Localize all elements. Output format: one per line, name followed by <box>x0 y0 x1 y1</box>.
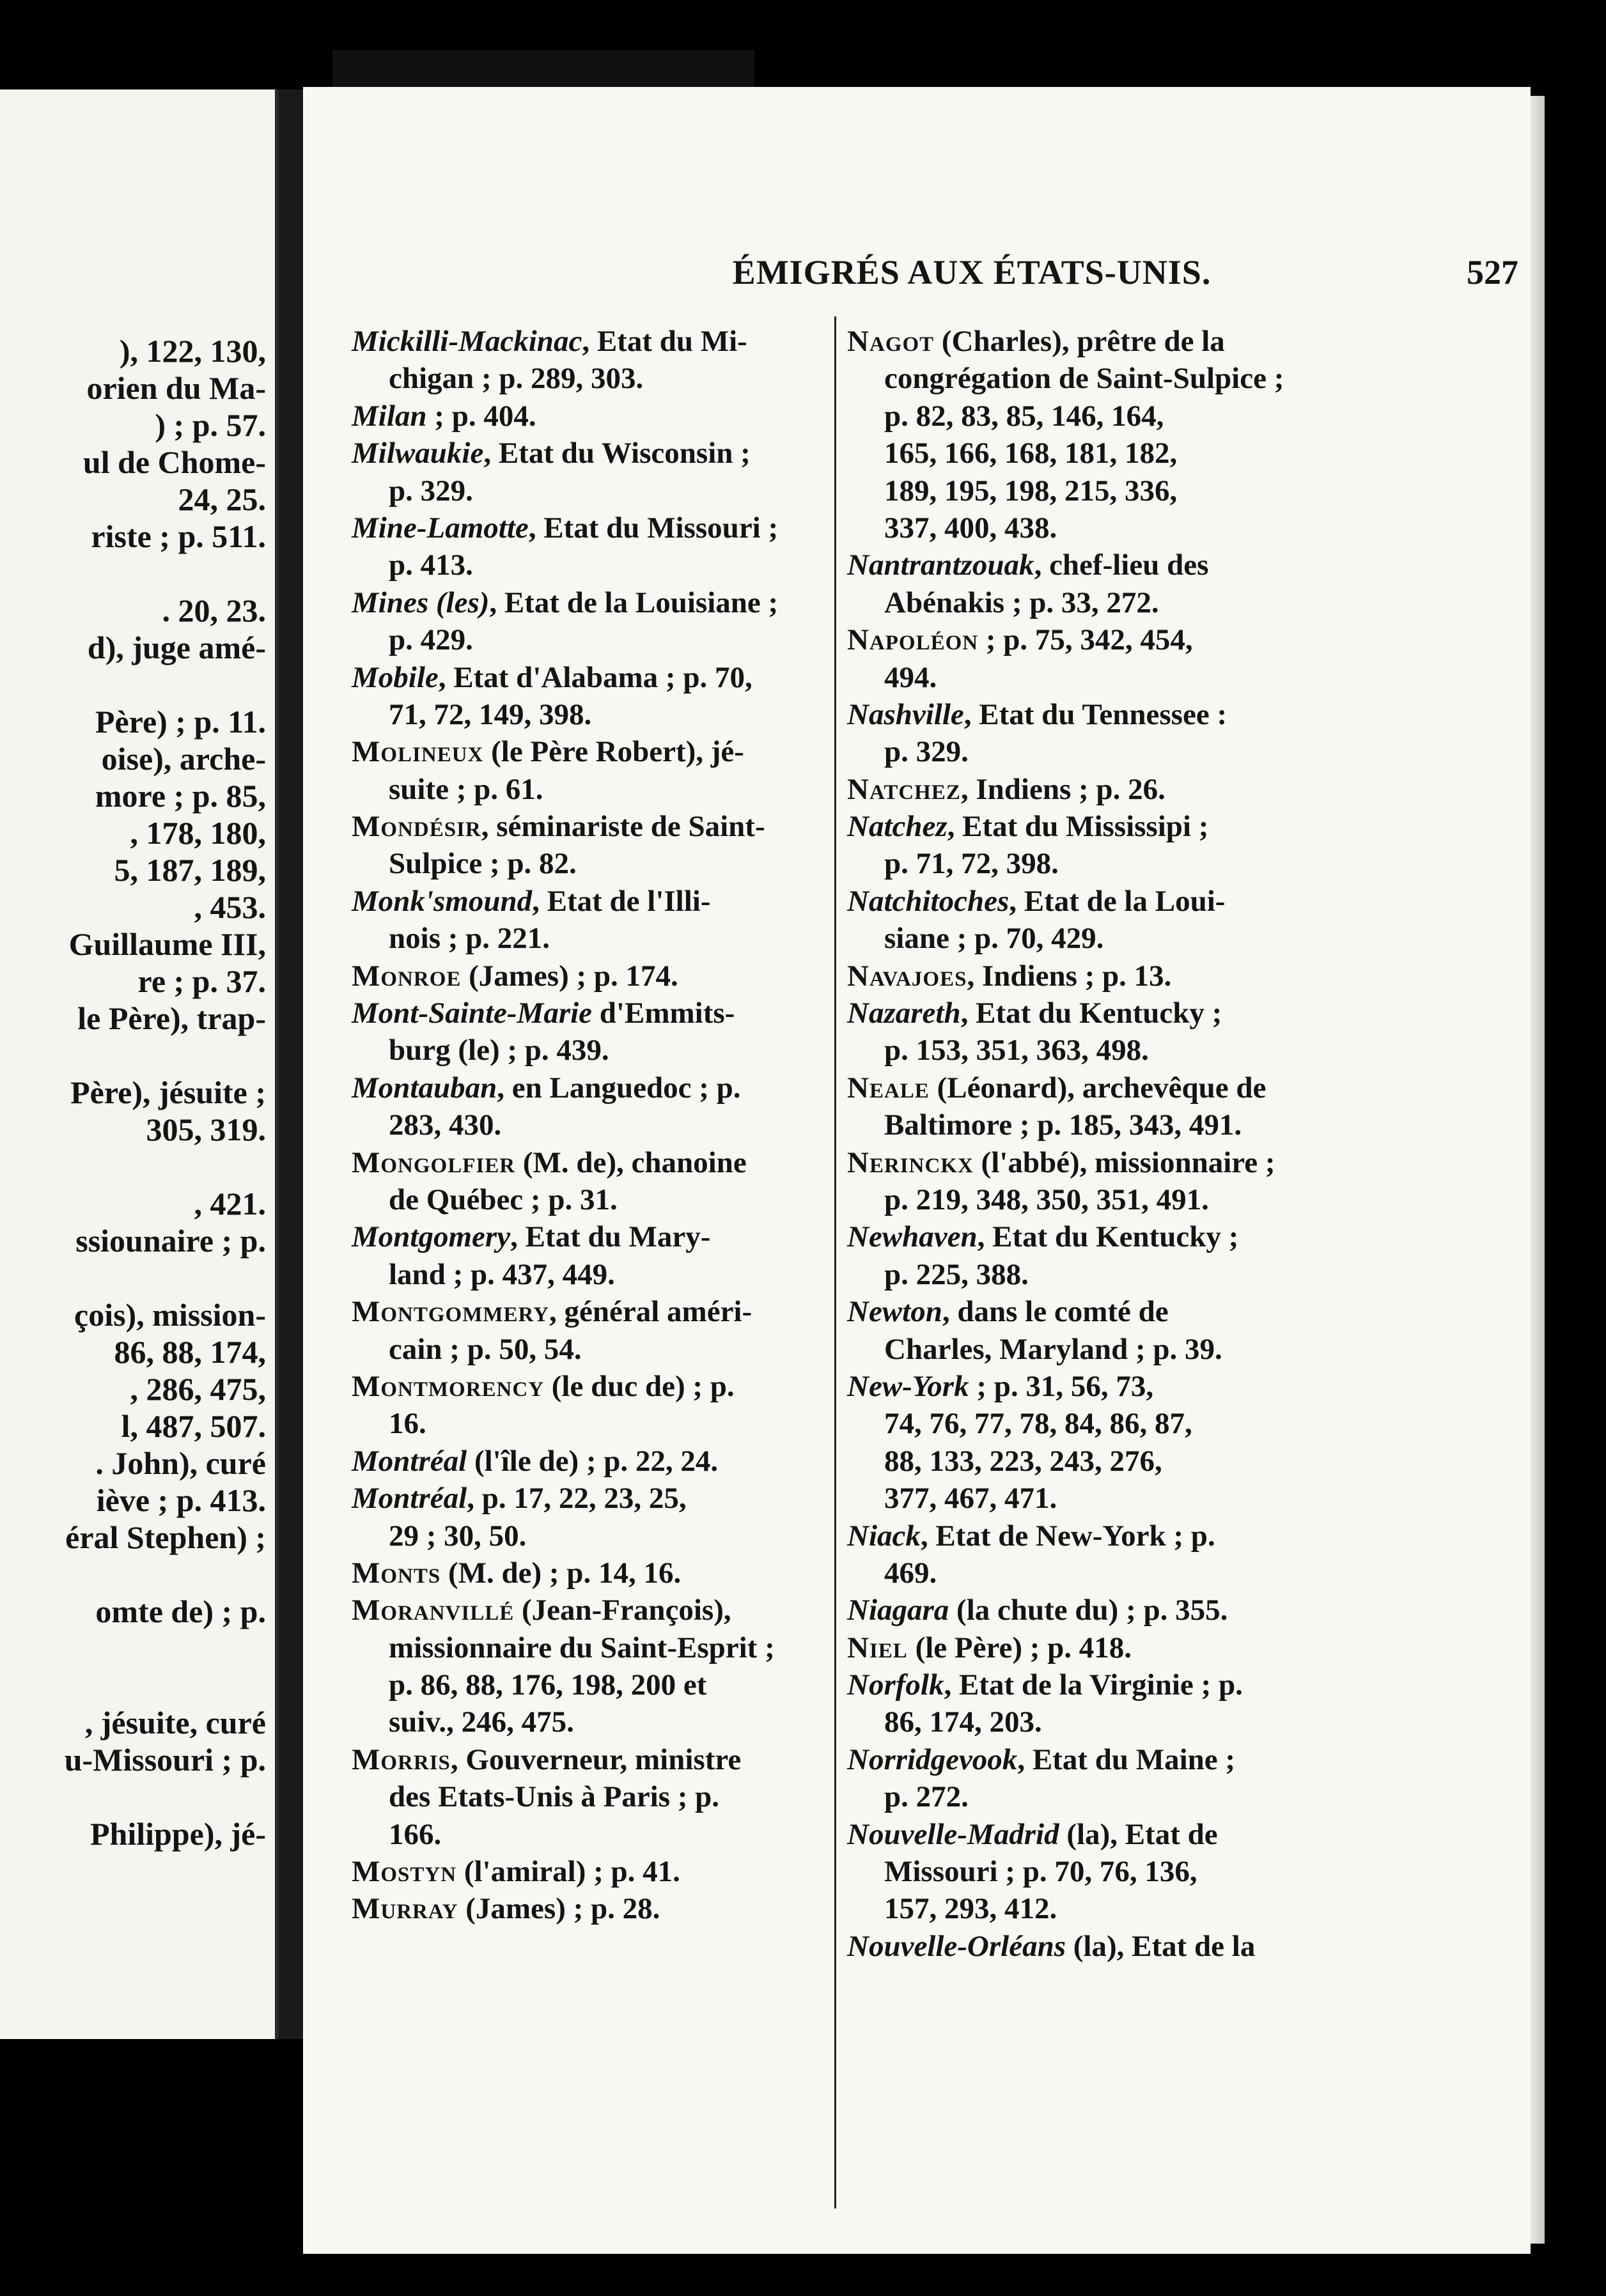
left-page-line: 5, 187, 189, <box>114 852 266 888</box>
index-headword: Niagara <box>847 1594 949 1627</box>
index-headword: Nouvelle-Madrid <box>847 1817 1059 1851</box>
index-entry-line: 189, 195, 198, 215, 336, <box>884 474 1178 508</box>
index-entry-line: des Etats-Unis à Paris ; p. <box>389 1780 720 1814</box>
index-headword: Montréal <box>352 1444 467 1478</box>
index-headword: Milwaukie <box>352 437 484 470</box>
page-edge <box>1531 96 1545 2244</box>
index-entry <box>847 1517 1323 1592</box>
index-entry-line <box>352 398 825 435</box>
index-entry-rest: (la), Etat de <box>1059 1817 1218 1851</box>
left-page-line: éral Stephen) ; <box>65 1519 266 1555</box>
index-entry-line <box>352 659 825 696</box>
left-page <box>0 89 279 2039</box>
left-page-line <box>0 1556 275 1593</box>
index-entry-line: 88, 133, 223, 243, 276, <box>884 1444 1162 1478</box>
index-entry-line: p. 429. <box>389 623 473 657</box>
index-entry-line: 29 ; 30, 50. <box>389 1519 527 1553</box>
index-entry <box>352 323 825 398</box>
index-headword: Montmorency <box>352 1369 545 1403</box>
left-page-line: ssiounaire ; p. <box>75 1223 266 1259</box>
left-page-line <box>0 1037 275 1074</box>
left-page-line <box>0 1667 275 1704</box>
left-page-line: Guillaume III, <box>68 926 266 962</box>
index-entry-line: siane ; p. 70, 429. <box>884 922 1104 956</box>
index-headword: Moranvillé <box>352 1594 515 1627</box>
index-entry-line <box>352 1368 825 1405</box>
index-entry-line <box>352 509 825 547</box>
index-entry <box>352 1144 825 1219</box>
left-page-line: Père) ; p. 11. <box>95 704 266 740</box>
top-dark-strip <box>332 50 754 88</box>
index-entry <box>847 1368 1323 1517</box>
index-entry <box>847 1629 1323 1666</box>
index-headword: Mickilli-Mackinac <box>352 325 582 358</box>
index-entry-line: p. 329. <box>389 474 473 508</box>
index-headword: Mine-Lamotte <box>352 511 529 545</box>
index-entry <box>352 733 825 808</box>
index-entry-rest: (M. de) ; p. 14, 16. <box>440 1556 682 1590</box>
index-entry-line: land ; p. 437, 449. <box>389 1257 615 1291</box>
index-entry-line <box>847 1928 1323 1965</box>
book-gutter <box>279 89 303 2039</box>
index-entry <box>352 1555 825 1592</box>
index-entry-line: nois ; p. 221. <box>389 922 550 956</box>
left-page-text <box>0 332 275 1852</box>
index-headword: Norfolk <box>847 1668 944 1702</box>
index-entry-line <box>352 883 825 920</box>
index-entry-rest: , Etat du Wisconsin ; <box>483 437 751 470</box>
index-headword: Mostyn <box>352 1855 457 1889</box>
index-headword: Nouvelle-Orléans <box>847 1929 1066 1963</box>
left-page-line <box>0 1778 275 1815</box>
index-entry-rest: , général améri- <box>549 1295 752 1329</box>
index-entry-line <box>352 1853 825 1890</box>
index-entry-line: chigan ; p. 289, 303. <box>389 362 644 396</box>
index-entry-line <box>352 1218 825 1255</box>
index-entry-line: burg (le) ; p. 439. <box>389 1034 609 1067</box>
index-entry-line: 377, 467, 471. <box>884 1482 1057 1516</box>
index-headword: Mines (les) <box>352 586 490 619</box>
index-entry-line: 165, 166, 168, 181, 182, <box>884 437 1178 470</box>
index-headword: Montréal <box>352 1482 467 1516</box>
left-page-line: more ; p. 85, <box>95 778 266 814</box>
index-entry-line <box>352 733 825 770</box>
index-entry <box>352 1368 825 1443</box>
index-headword: Natchez <box>847 810 947 844</box>
left-page-line: d), juge amé- <box>87 630 266 665</box>
column-divider <box>834 316 836 2208</box>
index-entry-line: 283, 430. <box>389 1108 502 1142</box>
left-page-line: , 453. <box>194 889 266 925</box>
index-entry-rest: , Etat du Mississipi ; <box>947 810 1209 844</box>
index-entry-line: p. 272. <box>884 1780 969 1814</box>
index-entry-line: p. 86, 88, 176, 198, 200 et <box>389 1668 707 1702</box>
index-entry-line: 494. <box>884 660 937 694</box>
index-entry <box>847 1928 1323 1965</box>
left-page-line: ul de Chome- <box>82 444 266 480</box>
index-entry-rest: , p. 17, 22, 23, 25, <box>467 1482 687 1516</box>
left-page-line: , 421. <box>194 1186 266 1222</box>
left-page-line <box>0 1259 275 1296</box>
index-entry-line: congrégation de Saint-Sulpice ; <box>884 362 1284 396</box>
index-entry <box>352 1218 825 1293</box>
index-headword: Napoléon <box>847 623 979 657</box>
index-entry <box>352 1293 825 1368</box>
index-entry-line: p. 329. <box>884 735 969 769</box>
running-head: ÉMIGRÉS AUX ÉTATS-UNIS. <box>732 253 1212 291</box>
index-entry-rest: , Etat du Kentucky ; <box>960 997 1222 1030</box>
index-entry-line: p. 219, 348, 350, 351, 491. <box>884 1183 1209 1216</box>
index-headword: Monroe <box>352 959 462 993</box>
index-entry-rest: , chef-lieu des <box>1034 548 1209 582</box>
index-entry-line <box>352 1741 825 1778</box>
left-page-line: 86, 88, 174, <box>114 1334 266 1370</box>
index-entry <box>847 1592 1323 1629</box>
index-headword: Montgommery <box>352 1295 550 1329</box>
index-entry <box>847 1144 1323 1219</box>
index-entry <box>847 1816 1323 1928</box>
index-entry-line: Baltimore ; p. 185, 343, 491. <box>884 1108 1242 1142</box>
index-entry-line: p. 225, 388. <box>884 1257 1029 1291</box>
index-entry-line <box>352 584 825 621</box>
index-entry <box>847 621 1323 696</box>
left-page-line: . 20, 23. <box>162 593 266 628</box>
index-headword: Nantrantzouak <box>847 548 1034 582</box>
index-entry-line: 469. <box>884 1556 937 1590</box>
index-entry-rest: (le Père) ; p. 418. <box>907 1631 1132 1664</box>
index-entry-line <box>352 1480 825 1517</box>
index-entry-rest: , Etat de la Louisiane ; <box>489 586 779 619</box>
index-entry <box>847 1741 1323 1816</box>
index-headword: Montgomery <box>352 1220 511 1254</box>
index-entry-rest: , en Languedoc ; p. <box>497 1071 741 1105</box>
left-page-line: u-Missouri ; p. <box>64 1742 266 1778</box>
index-entry-line: 157, 293, 412. <box>884 1892 1057 1926</box>
index-entry-rest: (James) ; p. 174. <box>461 959 678 993</box>
left-page-line: le Père), trap- <box>77 1000 266 1036</box>
index-entry-line: de Québec ; p. 31. <box>389 1183 618 1216</box>
index-headword: Navajoes <box>847 959 967 993</box>
index-entry-line <box>847 696 1323 733</box>
index-entry <box>847 547 1323 621</box>
index-entry-rest: , Etat du Kentucky ; <box>977 1220 1239 1254</box>
index-entry <box>352 1853 825 1890</box>
index-entry-line <box>847 1517 1323 1555</box>
left-page-line: iève ; p. 413. <box>96 1482 266 1518</box>
index-entry-rest: , Etat de New-York ; p. <box>920 1519 1215 1553</box>
index-entry-rest: , Etat du Missouri ; <box>528 511 779 545</box>
index-headword: Natchez <box>847 772 961 806</box>
index-entry-rest: (l'amiral) ; p. 41. <box>456 1855 680 1889</box>
index-entry-line <box>352 323 825 360</box>
index-entry <box>847 1293 1323 1368</box>
index-headword: Montauban <box>352 1071 497 1105</box>
index-entry-line <box>352 1592 825 1629</box>
index-entry <box>847 1069 1323 1144</box>
index-headword: Nagot <box>847 325 935 358</box>
index-headword: Natchitoches <box>847 884 1010 918</box>
index-entry-rest: , dans le comté de <box>942 1295 1169 1329</box>
index-entry-rest: , Indiens ; p. 13. <box>967 959 1172 993</box>
index-entry-line <box>847 1741 1323 1778</box>
index-entry-line: 166. <box>389 1817 442 1851</box>
index-entry-line <box>847 808 1323 845</box>
index-headword: Nerinckx <box>847 1145 974 1179</box>
left-page-line <box>0 555 275 592</box>
index-entry <box>352 1741 825 1853</box>
index-entry <box>847 323 1323 547</box>
index-entry-rest: ; p. 404. <box>426 399 536 433</box>
left-page-line: orien du Ma- <box>86 370 266 406</box>
index-headword: Nashville <box>847 697 964 731</box>
index-entry-line <box>352 435 825 472</box>
left-page-line: 24, 25. <box>178 481 266 517</box>
index-entry <box>352 958 825 995</box>
index-entry-line: suite ; p. 61. <box>389 772 543 806</box>
index-entry <box>352 1480 825 1555</box>
index-entry <box>352 1443 825 1480</box>
left-page-line: , jésuite, curé <box>84 1705 266 1741</box>
index-entry-rest: , Etat de la Virginie ; p. <box>944 1668 1243 1702</box>
index-entry-rest: (Léonard), archevêque de <box>929 1071 1267 1105</box>
index-headword: Monk'smound <box>352 884 533 918</box>
index-headword: Monts <box>352 1556 441 1590</box>
index-entry <box>847 1666 1323 1741</box>
left-page-line: riste ; p. 511. <box>91 518 266 554</box>
left-page-line: Père), jésuite ; <box>70 1074 266 1110</box>
left-page-line: oise), arche- <box>101 741 266 777</box>
index-entry-rest: (l'abbé), missionnaire ; <box>973 1145 1275 1179</box>
index-entry-line <box>352 1890 825 1927</box>
index-entry-line: p. 71, 72, 398. <box>884 847 1059 881</box>
index-entry <box>352 883 825 958</box>
index-entry-line: 71, 72, 149, 398. <box>389 697 592 731</box>
index-headword: Milan <box>352 399 427 433</box>
left-page-line: Philippe), jé- <box>90 1816 266 1852</box>
index-entry-line <box>847 1592 1323 1629</box>
index-entry-line <box>847 995 1323 1032</box>
index-entry-line <box>847 1218 1323 1255</box>
index-entry-line <box>847 1666 1323 1703</box>
index-entry <box>847 771 1323 808</box>
index-entry-line <box>847 883 1323 920</box>
index-headword: Neale <box>847 1071 930 1105</box>
index-entry-rest: d'Emmits- <box>592 997 735 1030</box>
index-entry-rest: (le duc de) ; p. <box>544 1369 735 1403</box>
index-entry-line: cain ; p. 50, 54. <box>389 1332 582 1366</box>
index-entry-line <box>352 808 825 845</box>
index-entry-line: 337, 400, 438. <box>884 511 1057 545</box>
index-entry <box>352 1592 825 1741</box>
index-entry-rest: , Etat de la Loui- <box>1009 884 1226 918</box>
index-entry-line: 86, 174, 203. <box>884 1705 1042 1739</box>
index-entry-rest: , Etat du Tennessee : <box>963 697 1228 731</box>
index-headword: Niel <box>847 1631 908 1664</box>
index-entry <box>352 659 825 734</box>
index-entry-line <box>352 1555 825 1592</box>
index-headword: New-York <box>847 1369 969 1403</box>
index-entry-line: Charles, Maryland ; p. 39. <box>884 1332 1222 1366</box>
index-headword: Newton <box>847 1295 942 1329</box>
index-entry-line: p. 153, 351, 363, 498. <box>884 1034 1149 1067</box>
index-entry-line <box>847 547 1323 584</box>
left-page-line: çois), mission- <box>74 1297 266 1333</box>
index-column-right <box>847 323 1323 1965</box>
index-entry-line <box>352 1144 825 1181</box>
index-entry-line <box>352 1443 825 1480</box>
index-entry-rest: ; p. 75, 342, 454, <box>978 623 1193 657</box>
index-entry-line: Missouri ; p. 70, 76, 136, <box>884 1855 1197 1889</box>
index-entry-rest: (Jean-François), <box>514 1594 731 1627</box>
index-entry-rest: , Etat d'Alabama ; p. 70, <box>438 660 752 694</box>
index-entry-line <box>847 1816 1323 1853</box>
index-entry-line <box>847 958 1323 995</box>
index-entry-line: Sulpice ; p. 82. <box>389 847 577 881</box>
index-entry <box>352 808 825 883</box>
index-entry <box>847 808 1323 883</box>
index-entry <box>847 995 1323 1069</box>
index-entry-rest: , Etat du Mary- <box>510 1220 711 1254</box>
left-page-line: 305, 319. <box>146 1112 266 1147</box>
index-headword: Niack <box>847 1519 921 1553</box>
left-page-line: omte de) ; p. <box>95 1594 266 1629</box>
index-entry <box>352 435 825 509</box>
index-entry <box>352 995 825 1069</box>
index-headword: Mobile <box>352 660 439 694</box>
index-entry-rest: (M. de), chanoine <box>515 1145 747 1179</box>
index-entry <box>352 509 825 584</box>
index-headword: Norridgevook <box>847 1742 1018 1776</box>
index-entry <box>847 958 1323 995</box>
left-page-line: ), 122, 130, <box>119 333 266 369</box>
index-entry-rest: (l'île de) ; p. 22, 24. <box>467 1444 719 1478</box>
index-entry <box>352 1890 825 1927</box>
left-page-line: re ; p. 37. <box>137 963 266 999</box>
index-headword: Molineux <box>352 735 484 769</box>
left-page-line: , 286, 475, <box>130 1371 266 1407</box>
index-entry-line: Abénakis ; p. 33, 272. <box>884 586 1159 619</box>
index-entry-rest: (la), Etat de la <box>1066 1929 1256 1963</box>
index-entry-line <box>352 1293 825 1330</box>
index-entry <box>847 1218 1323 1293</box>
index-entry-line: 74, 76, 77, 78, 84, 86, 87, <box>884 1407 1192 1441</box>
index-entry-line <box>847 771 1323 808</box>
index-entry-line: 16. <box>389 1407 426 1441</box>
index-headword: Nazareth <box>847 997 961 1030</box>
index-entry-line: missionnaire du Saint-Esprit ; <box>389 1631 775 1664</box>
index-entry-line: suiv., 246, 475. <box>389 1705 574 1739</box>
index-entry-line <box>847 1144 1323 1181</box>
index-entry-line: p. 413. <box>389 548 473 582</box>
index-entry-rest: (James) ; p. 28. <box>458 1892 660 1926</box>
left-page-line: l, 487, 507. <box>121 1408 266 1444</box>
index-entry-rest: (Charles), prêtre de la <box>934 325 1225 358</box>
index-entry-rest: (le Père Robert), jé- <box>483 735 744 769</box>
index-entry-rest: (la chute du) ; p. 355. <box>949 1594 1228 1627</box>
index-entry-line <box>847 323 1323 360</box>
index-entry <box>352 584 825 659</box>
left-page-line: , 178, 180, <box>130 815 266 851</box>
index-headword: Mondésir <box>352 810 481 844</box>
index-entry-rest: , séminariste de Saint- <box>481 810 765 844</box>
left-page-line: ) ; p. 57. <box>155 407 266 443</box>
index-entry-rest: , Etat de l'Illi- <box>532 884 711 918</box>
index-entry-line <box>847 1069 1323 1106</box>
index-entry <box>847 696 1323 771</box>
index-entry-line <box>352 958 825 995</box>
index-column-left <box>352 323 825 1928</box>
index-entry-line <box>847 1293 1323 1330</box>
page-number: 527 <box>1467 253 1518 291</box>
index-entry-line <box>847 621 1323 658</box>
index-entry-line <box>847 1629 1323 1666</box>
index-entry <box>352 1069 825 1144</box>
index-entry-rest: ; p. 31, 56, 73, <box>969 1369 1154 1403</box>
index-headword: Morris <box>352 1742 451 1776</box>
index-entry-line <box>352 1069 825 1106</box>
index-entry <box>352 398 825 435</box>
index-headword: Mongolfier <box>352 1145 516 1179</box>
index-entry-rest: , Indiens ; p. 26. <box>960 772 1166 806</box>
index-entry-line <box>352 995 825 1032</box>
index-entry-line: p. 82, 83, 85, 146, 164, <box>884 399 1164 433</box>
index-headword: Mont-Sainte-Marie <box>352 997 593 1030</box>
index-entry-rest: , Etat du Mi- <box>582 325 747 358</box>
index-entry-rest: , Etat du Maine ; <box>1017 1742 1236 1776</box>
index-headword: Murray <box>352 1892 458 1926</box>
index-entry-line <box>847 1368 1323 1405</box>
left-page-line <box>0 666 275 703</box>
index-headword: Newhaven <box>847 1220 978 1254</box>
left-page-line: . John), curé <box>95 1445 266 1481</box>
index-entry <box>847 883 1323 958</box>
index-entry-rest: , Gouverneur, ministre <box>450 1742 742 1776</box>
left-page-line <box>0 1630 275 1667</box>
left-page-line <box>0 1148 275 1185</box>
